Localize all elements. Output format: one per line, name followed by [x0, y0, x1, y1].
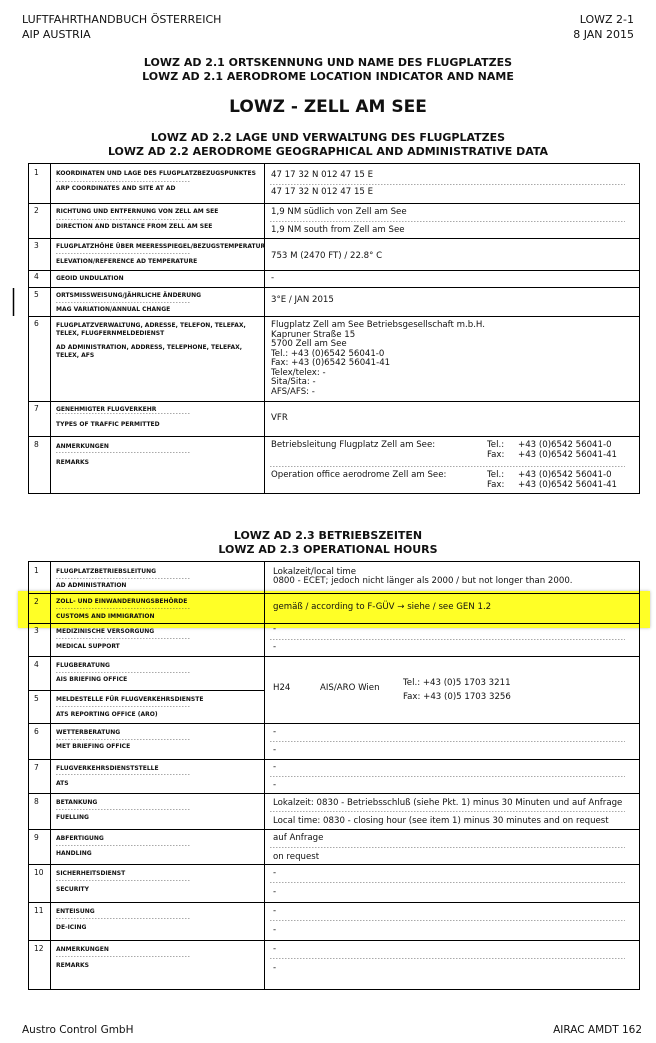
- row-num: 6: [34, 727, 39, 736]
- value-1: -: [273, 727, 277, 737]
- row-num: 7: [34, 404, 39, 413]
- label-de: KOORDINATEN UND LAGE DES FLUGPLATZBEZUGSPUNKTES: [56, 170, 256, 177]
- address-line: Sita/Sita: -: [271, 377, 316, 387]
- label-de: ZOLL- UND EINWANDERUNGSBEHÖRDE: [56, 598, 188, 605]
- value-en: 47 17 32 N 012 47 15 E: [271, 187, 374, 197]
- tel-label: Tel.:: [487, 470, 505, 480]
- label-en: ATS: [56, 780, 69, 787]
- value-2: on request: [273, 852, 320, 862]
- label-de: GENEHMIGTER FLUGVERKEHR: [56, 406, 157, 413]
- label-de: FLUGPLATZBETRIEBSLEITUNG: [56, 568, 157, 575]
- value-2: Local time: 0830 - closing hour (see item 1) minus 30 minutes and on request: [273, 816, 609, 826]
- footer-publisher: Austro Control GmbH: [22, 1024, 134, 1036]
- row-num: 6: [34, 319, 39, 328]
- value-1: Lokalzeit/local time: [273, 567, 356, 577]
- footer-amendment: AIRAC AMDT 162: [553, 1024, 642, 1036]
- label-de: ABFERTIGUNG: [56, 835, 104, 842]
- row-num: 2: [34, 597, 39, 606]
- label-en: FUELLING: [56, 814, 89, 821]
- value: 753 M (2470 FT) / 22.8° C: [271, 251, 383, 261]
- ais-fax: Fax: +43 (0)5 1703 3256: [403, 692, 511, 702]
- ad21-heading-de: LOWZ AD 2.1 ORTSKENNUNG UND NAME DES FLUGPLATZES: [143, 56, 513, 69]
- address-line: Telex/telex: -: [271, 367, 326, 378]
- label-en: MEDICAL SUPPORT: [56, 643, 120, 650]
- value-2: -: [273, 745, 277, 755]
- header-page-ref: LOWZ 2-1: [579, 13, 634, 26]
- address-line: 5700 Zell am See: [271, 339, 347, 349]
- label-de: SICHERHEITSDIENST: [56, 870, 126, 877]
- office-de: Betriebsleitung Flugplatz Zell am See:: [271, 440, 436, 450]
- value-1: -: [273, 624, 277, 634]
- value-de: 1,9 NM südlich von Zell am See: [271, 207, 407, 217]
- label-en: MET BRIEFING OFFICE: [56, 743, 131, 750]
- value-1: auf Anfrage: [273, 833, 324, 843]
- label-en: AD ADMINISTRATION: [56, 582, 127, 589]
- value-2: -: [273, 887, 277, 897]
- value-1: -: [273, 762, 277, 772]
- value: VFR: [271, 413, 288, 423]
- label-en: REMARKS: [56, 962, 89, 969]
- label-en: DE-ICING: [56, 924, 87, 931]
- row-num: 9: [34, 833, 39, 842]
- label-de: FLUGVERKEHRSDIENSTSTELLE: [56, 765, 159, 772]
- value-2: -: [273, 963, 277, 973]
- row-num: 3: [34, 241, 39, 250]
- header-title-en: AIP AUSTRIA: [22, 28, 91, 41]
- tel-value: +43 (0)6542 56041-0: [518, 440, 612, 450]
- label-de: FLUGPLATZVERWALTUNG, ADRESSE, TELEFON, TELEFAX, TELEX, FLUGFERNMELDEDIENST: [56, 322, 246, 337]
- label: GEOID UNDULATION: [56, 275, 124, 282]
- row-num: 4: [34, 660, 39, 669]
- ais-tel: Tel.: +43 (0)5 1703 3211: [403, 678, 511, 688]
- label-en: HANDLING: [56, 850, 92, 857]
- row-num: 1: [34, 566, 39, 575]
- row-num: 7: [34, 763, 39, 772]
- label-en: MAG VARIATION/ANNUAL CHANGE: [56, 306, 171, 313]
- address-line: Kapruner Straße 15: [271, 329, 356, 340]
- label-de: ANMERKUNGEN: [56, 443, 109, 450]
- label-en: CUSTOMS AND IMMIGRATION: [56, 613, 155, 620]
- row-num: 5: [34, 290, 39, 299]
- label-en: ARP COORDINATES AND SITE AT AD: [56, 185, 176, 192]
- label-de: ANMERKUNGEN: [56, 946, 109, 953]
- value-de: 47 17 32 N 012 47 15 E: [271, 170, 374, 180]
- tel-label: Tel.:: [487, 440, 505, 450]
- ais-hours: H24: [273, 683, 291, 693]
- address-line: Flugplatz Zell am See Betriebsgesellschaft m.b.H.: [271, 320, 485, 330]
- fax-value: +43 (0)6542 56041-41: [518, 480, 618, 490]
- value-en: 1,9 NM south from Zell am See: [271, 225, 405, 235]
- row-num: 2: [34, 206, 39, 215]
- row-num: 1: [34, 168, 39, 177]
- ais-office: AIS/ARO Wien: [320, 683, 380, 693]
- label-de: ENTEISUNG: [56, 908, 95, 915]
- value-2: -: [273, 925, 277, 935]
- office-en: Operation office aerodrome Zell am See:: [271, 470, 447, 480]
- row-num: 8: [34, 797, 39, 806]
- label-de: MEDIZINISCHE VERSORGUNG: [56, 628, 155, 635]
- ad21-heading-en: LOWZ AD 2.1 AERODROME LOCATION INDICATOR AND NAME: [142, 70, 514, 83]
- label-en: ELEVATION/REFERENCE AD TEMPERATURE: [56, 258, 198, 265]
- value-1: -: [273, 868, 277, 878]
- header-title-de: LUFTFAHRTHANDBUCH ÖSTERREICH: [22, 13, 222, 26]
- row-num: 12: [34, 944, 44, 953]
- address-line: Fax: +43 (0)6542 56041-41: [271, 358, 391, 368]
- label-en: SECURITY: [56, 886, 89, 893]
- label-en: DIRECTION AND DISTANCE FROM ZELL AM SEE: [56, 223, 213, 230]
- row-num: 3: [34, 626, 39, 635]
- customs-value: gemäß / according to F-GÜV → siehe / see GEN 1.2: [273, 602, 492, 612]
- aerodrome-name: LOWZ - ZELL AM SEE: [229, 97, 427, 117]
- ad22-heading-de: LOWZ AD 2.2 LAGE UND VERWALTUNG DES FLUGPLATZES: [150, 131, 506, 144]
- value: -: [271, 273, 275, 283]
- label-de: BETANKUNG: [56, 799, 98, 806]
- label-de: MELDESTELLE FÜR FLUGVERKEHRSDIENSTE: [56, 696, 204, 703]
- ad23-heading-en: LOWZ AD 2.3 OPERATIONAL HOURS: [218, 543, 438, 556]
- value-2: -: [273, 780, 277, 790]
- fax-label: Fax:: [487, 480, 505, 490]
- fax-value: +43 (0)6542 56041-41: [518, 450, 618, 460]
- row-num: 10: [34, 868, 44, 877]
- value-1: -: [273, 906, 277, 916]
- address-line: Tel.: +43 (0)6542 56041-0: [271, 348, 385, 359]
- fax-label: Fax:: [487, 450, 505, 460]
- ad23-heading-de: LOWZ AD 2.3 BETRIEBSZEITEN: [233, 529, 423, 542]
- value-2: 0800 - ECET; jedoch nicht länger als 2000 / but not longer than 2000.: [273, 576, 573, 586]
- ad22-heading-en: LOWZ AD 2.2 AERODROME GEOGRAPHICAL AND ADMINISTRATIVE DATA: [107, 145, 549, 158]
- value: 3°E / JAN 2015: [271, 295, 334, 305]
- label-en: TYPES OF TRAFFIC PERMITTED: [56, 421, 160, 428]
- row-num: 8: [34, 440, 39, 449]
- row-num: 5: [34, 694, 39, 703]
- label-de: FLUGPLATZHÖHE ÜBER MEERESSPIEGEL/BEZUGSTEMPERATUR: [56, 243, 266, 250]
- header-date: 8 JAN 2015: [573, 28, 634, 41]
- value-1: Lokalzeit: 0830 - Betriebsschluß (siehe Pkt. 1) minus 30 Minuten und auf Anfrage: [273, 798, 623, 808]
- row-num: 4: [34, 272, 39, 281]
- label-de: FLUGBERATUNG: [56, 662, 110, 669]
- label-en: REMARKS: [56, 459, 89, 466]
- label-de: ORTSMISSWEISUNG/JÄHRLICHE ÄNDERUNG: [56, 292, 202, 299]
- value-1: -: [273, 944, 277, 954]
- label-de: WETTERBERATUNG: [56, 729, 121, 736]
- label-de: RICHTUNG UND ENTFERNUNG VON ZELL AM SEE: [56, 208, 219, 215]
- label-en: ATS REPORTING OFFICE (ARO): [56, 711, 158, 718]
- value-2: -: [273, 642, 277, 652]
- label-en: AD ADMINISTRATION, ADDRESS, TELEPHONE, TELEFAX, TELEX, AFS: [56, 344, 243, 359]
- row-num: 11: [34, 906, 44, 915]
- label-en: AIS BRIEFING OFFICE: [56, 676, 128, 683]
- tel-value: +43 (0)6542 56041-0: [518, 470, 612, 480]
- address-line: AFS/AFS: -: [271, 386, 315, 397]
